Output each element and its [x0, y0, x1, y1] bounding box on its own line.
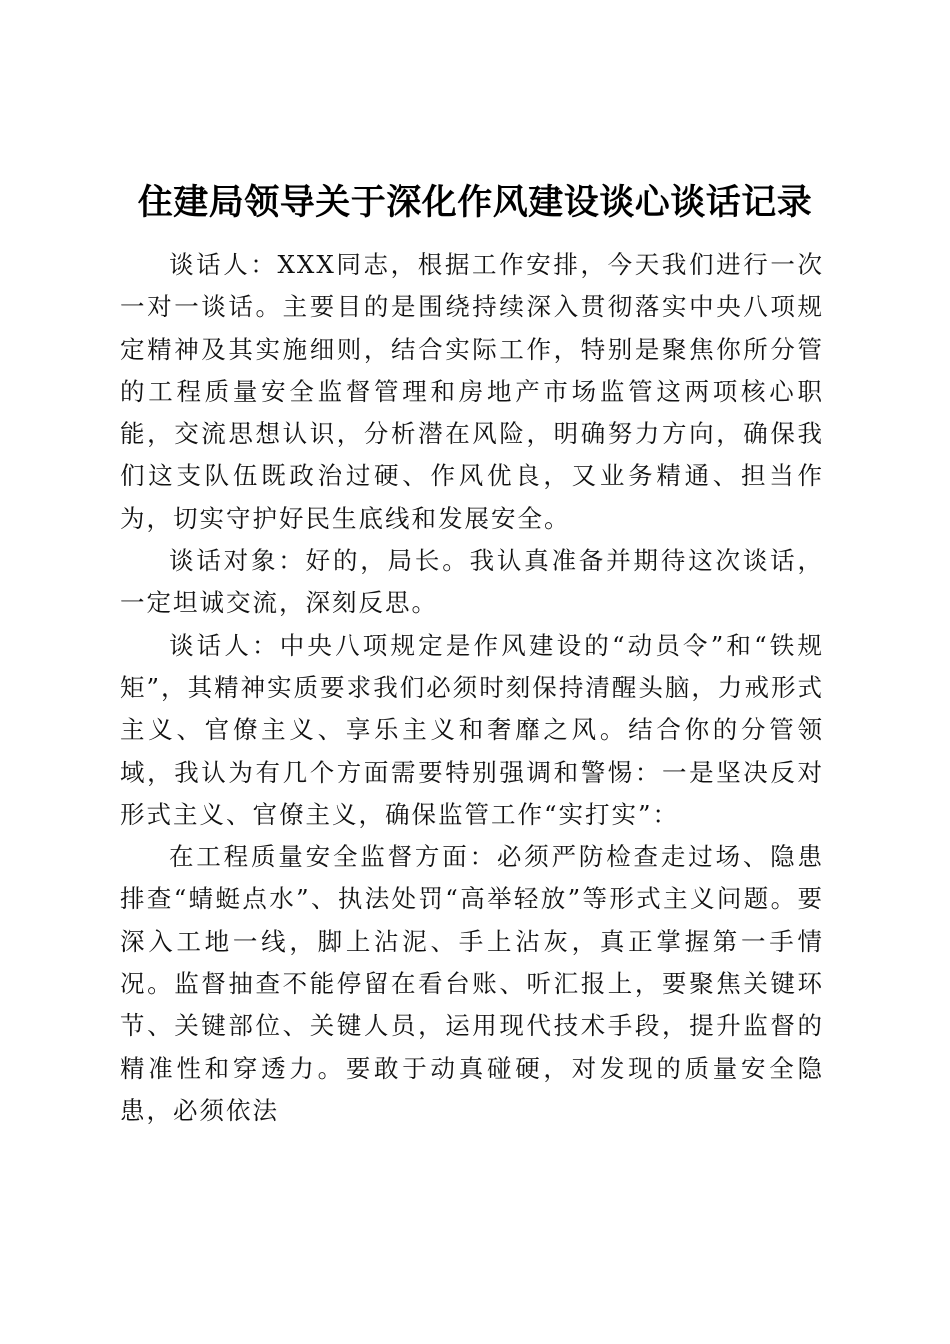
- paragraph-1: 谈话人：XXX同志，根据工作安排，今天我们进行一次一对一谈话。主要目的是围绕持续深入贯彻落实中央八项规定精神及其实施细则，结合实际工作，特别是聚焦你所分管的工程质量安全监督管理和房地产市场监管这两项核心职能，交流思想认识，分析潜在风险，明确努力方向，确保我们这支队伍既政治过硬、作风优良，又业务精通、担当作为，切实守护好民生底线和发展安全。: [120, 250, 824, 533]
- document-body: [120, 244, 824, 1132]
- paragraph-4: 在工程质量安全监督方面：必须严防检查走过场、隐患排查“蜻蜓点水”、执法处罚“高举轻放”等形式主义问题。要深入工地一线，脚上沾泥、手上沾灰，真正掌握第一手情况。监督抽查不能停留在看台账、听汇报上，要聚焦关键环节、关键部位、关键人员，运用现代技术手段，提升监督的精准性和穿透力。要敢于动真碰硬，对发现的质量安全隐患，必须依法: [120, 842, 824, 1125]
- paragraph-3: 谈话人：中央八项规定是作风建设的“动员令”和“铁规矩”，其精神实质要求我们必须时刻保持清醒头脑，力戒形式主义、官僚主义、享乐主义和奢靡之风。结合你的分管领域，我认为有几个方面需要特别强调和警惕：一是坚决反对形式主义、官僚主义，确保监管工作“实打实”：: [120, 630, 824, 829]
- document-title: 住建局领导关于深化作风建设谈心谈话记录: [137, 182, 813, 223]
- paragraph-2: 谈话对象：好的，局长。我认真准备并期待这次谈话，一定坦诚交流，深刻反思。: [120, 546, 824, 618]
